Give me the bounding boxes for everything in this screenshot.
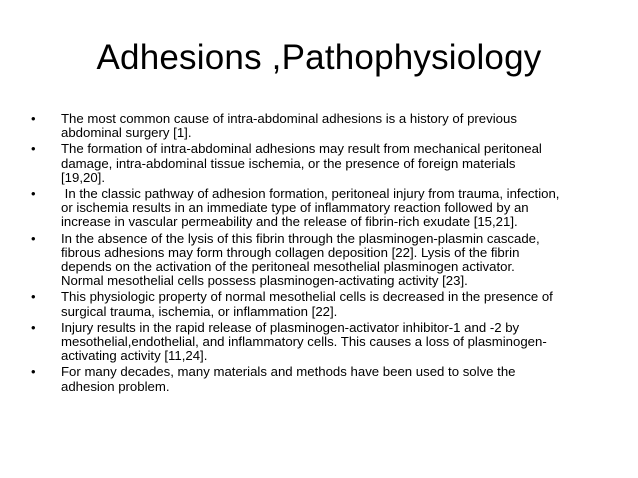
bullet-item [31,112,611,140]
slide-title: Adhesions ,Pathophysiology [96,38,542,77]
bullet-text: In the absence of the lysis of this fibrin through the plasminogen-plasmin cascade, fibrous adhesions may form through collagen deposition [22]. Lysis of the fibrin depends on the activation of the peritoneal mesothelial plasminogen activator. Normal mesothelial cells possess plasminogen-activating activity [23]. [61,230,540,289]
bullet-text: Injury results in the rapid release of plasminogen-activator inhibitor-1 and -2 by mesothelial,endothelial, and inflammatory cells. This causes a loss of plasminogen- activating activity [11,24]. [61,319,547,364]
bullet-item [31,290,611,318]
bullet-list [31,112,611,396]
bullet-text: The most common cause of intra-abdominal adhesions is a history of previous abdominal surgery [1]. [61,111,517,141]
bullet-icon: • [31,111,36,126]
bullet-text: The formation of intra-abdominal adhesions may result from mechanical peritoneal damage, intra-abdominal tissue ischemia, or the presence of foreign materials [19,20]. [61,141,542,185]
bullet-icon: • [31,141,36,157]
bullet-icon: • [31,364,36,380]
bullet-item [31,232,611,289]
bullet-text: In the classic pathway of adhesion formation, peritoneal injury from trauma, infection, or ischemia results in an immediate type of inflammatory reaction followed by an increase in vascular permeability and the release of fibrin-rich exudate [15,21]. [61,186,560,230]
bullet-item [31,321,611,364]
bullet-item [31,187,611,230]
bullet-item [31,365,611,393]
bullet-text: For many decades, many materials and methods have been used to solve the adhesion problem. [61,364,516,394]
bullet-item [31,142,611,185]
bullet-icon: • [31,186,36,202]
bullet-icon: • [31,319,36,335]
bullet-text: This physiologic property of normal mesothelial cells is decreased in the presence of surgical trauma, ischemia, or inflammation [22]. [61,289,553,319]
bullet-icon: • [31,289,36,305]
bullet-icon: • [31,230,36,246]
